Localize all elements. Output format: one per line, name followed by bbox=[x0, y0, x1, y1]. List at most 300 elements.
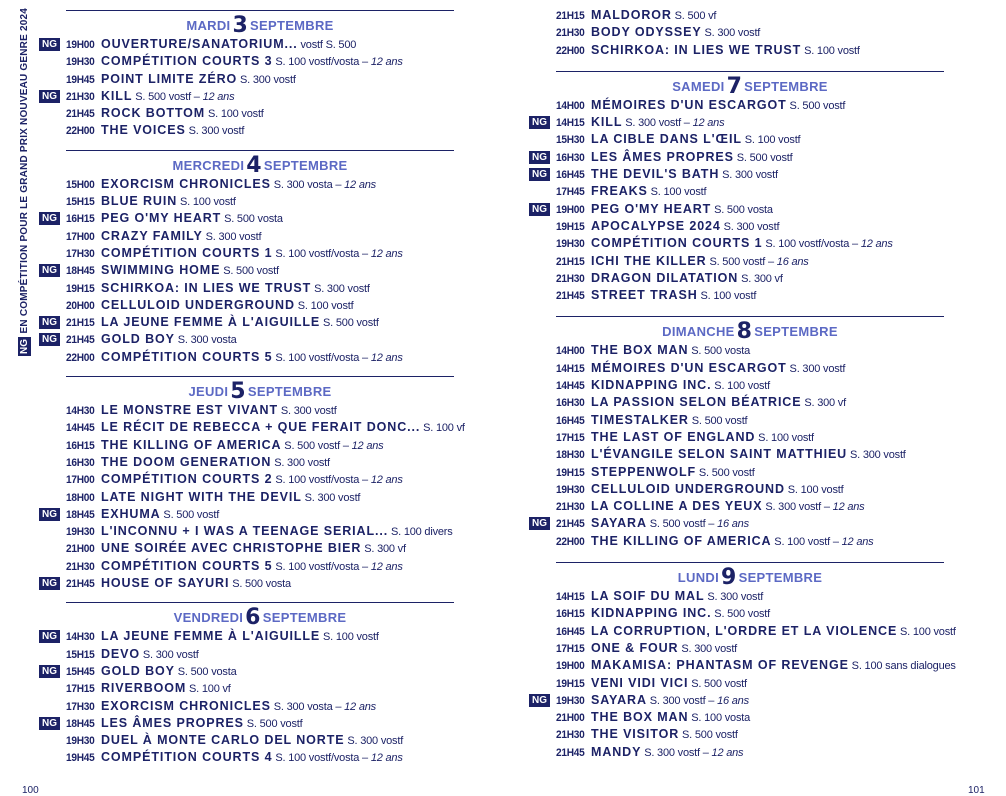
screening-info: S. 100 vf bbox=[186, 683, 231, 696]
screening-info: S. 500 vosta bbox=[688, 345, 751, 358]
day-section bbox=[38, 376, 465, 592]
screening-row bbox=[38, 663, 454, 680]
screening-time: 19H15 bbox=[556, 220, 585, 233]
film-title: GOLD BOY bbox=[101, 663, 175, 678]
ng-badge: NG bbox=[39, 90, 60, 103]
screening-row bbox=[38, 176, 454, 193]
ng-badge: NG bbox=[39, 316, 60, 329]
screening-info: S. 500 vostf bbox=[688, 677, 747, 690]
day-number: 3 bbox=[232, 13, 249, 38]
ng-badge: NG bbox=[39, 212, 60, 225]
screening-row bbox=[38, 732, 454, 749]
screening-row bbox=[528, 446, 944, 463]
screening-time: 16H30 bbox=[556, 151, 585, 164]
film-title: THE DOOM GENERATION bbox=[101, 454, 272, 469]
age-rating: 12 ans bbox=[711, 746, 744, 759]
film-title: MAKAMISA: PHANTASM OF REVENGE bbox=[591, 658, 849, 673]
age-rating: 12 ans bbox=[370, 56, 403, 69]
age-rating: 16 ans bbox=[776, 255, 809, 268]
screening-time: 19H30 bbox=[556, 483, 585, 496]
film-title: BODY ODYSSEY bbox=[591, 25, 702, 40]
screening-info: S. 100 vostf/vosta – bbox=[272, 752, 371, 765]
screening-row bbox=[38, 749, 454, 766]
screening-info: S. 100 vostf bbox=[647, 186, 707, 199]
screening-row bbox=[528, 114, 944, 131]
screening-info: S. 500 vostf bbox=[696, 466, 755, 479]
screening-info: S. 100 vostf/vosta – bbox=[272, 351, 371, 364]
ng-badge: NG bbox=[39, 665, 60, 678]
film-title: DRAGON DILATATION bbox=[591, 270, 739, 285]
screening-row bbox=[528, 253, 944, 270]
screening-info: S. 500 vostf – bbox=[281, 439, 352, 452]
screening-time: 19H45 bbox=[66, 752, 95, 765]
screening-info: S. 500 vosta bbox=[174, 665, 237, 678]
screening-info: S. 500 vostf bbox=[320, 317, 379, 330]
ng-badge: NG bbox=[39, 264, 60, 277]
film-title: TIMESTALKER bbox=[591, 412, 689, 427]
day-header bbox=[556, 316, 944, 345]
screening-info: S. 300 vf bbox=[738, 272, 783, 285]
screening-row bbox=[528, 588, 944, 605]
screening-info: S. 300 vostf – bbox=[622, 117, 693, 130]
film-title: EXHUMA bbox=[101, 506, 161, 521]
screening-time: 21H45 bbox=[66, 108, 95, 121]
screening-row bbox=[528, 481, 944, 498]
screening-time: 21H45 bbox=[556, 290, 585, 303]
day-header bbox=[66, 376, 454, 405]
screening-row bbox=[38, 489, 454, 506]
day-name: SAMEDI bbox=[672, 78, 725, 94]
screening-info: S. 500 vostf bbox=[688, 414, 748, 427]
age-rating: 12 ans bbox=[202, 90, 235, 103]
day-header bbox=[66, 10, 454, 38]
screening-row bbox=[38, 506, 454, 523]
screening-info: S. 300 vostf bbox=[311, 282, 370, 295]
film-title: LA CORRUPTION, L'ORDRE ET LA VIOLENCE bbox=[591, 623, 898, 638]
day-section bbox=[38, 150, 454, 366]
screening-info: vostf S. 500 bbox=[297, 39, 357, 51]
screening-row bbox=[528, 97, 944, 114]
screening-row bbox=[528, 709, 944, 726]
screening-info: S. 300 vostf bbox=[786, 362, 846, 375]
screening-time: 19H30 bbox=[66, 735, 95, 748]
film-title: CELLULOID UNDERGROUND bbox=[591, 481, 785, 496]
screening-time: 19H15 bbox=[556, 677, 585, 690]
screening-info: S. 500 vosta bbox=[711, 203, 773, 216]
age-rating: 16 ans bbox=[717, 518, 749, 531]
screening-row bbox=[38, 628, 454, 645]
ng-badge: NG bbox=[39, 508, 60, 521]
screening-row bbox=[528, 640, 944, 657]
screening-time: 16H15 bbox=[66, 213, 95, 226]
day-month: SEPTEMBRE bbox=[250, 18, 334, 33]
screening-time: 21H00 bbox=[66, 543, 95, 556]
screening-row bbox=[38, 228, 454, 245]
screening-row bbox=[528, 7, 944, 24]
screening-info: S. 100 vostf bbox=[177, 196, 236, 209]
screening-info: S. 300 vostf bbox=[185, 125, 245, 138]
screening-time: 21H30 bbox=[66, 560, 95, 573]
day-number: 9 bbox=[721, 565, 737, 591]
screening-info: S. 100 vostf bbox=[294, 299, 354, 312]
age-rating: 16 ans bbox=[717, 694, 749, 707]
screening-time: 21H00 bbox=[556, 712, 585, 725]
film-title: LES ÂMES PROPRES bbox=[591, 149, 734, 164]
film-title: SWIMMING HOME bbox=[101, 263, 221, 278]
screening-time: 20H00 bbox=[66, 299, 95, 312]
screening-info: S. 300 vostf bbox=[704, 591, 764, 604]
screening-row bbox=[528, 464, 944, 481]
film-title: LE MONSTRE EST VIVANT bbox=[101, 403, 279, 418]
screening-info: S. 100 vf bbox=[420, 422, 465, 435]
screening-row bbox=[38, 88, 454, 105]
screening-row bbox=[38, 193, 454, 210]
screening-row bbox=[38, 297, 454, 314]
screening-time: 14H15 bbox=[556, 591, 585, 604]
legend-text: EN COMPÉTITION POUR LE GRAND PRIX NOUVEAU GENRE 2024 bbox=[18, 8, 30, 334]
screening-info: S. 300 vosta – bbox=[270, 178, 345, 191]
screening-info: S. 300 vostf bbox=[719, 169, 778, 182]
screening-info: S. 300 vostf bbox=[301, 491, 361, 504]
screening-time: 14H00 bbox=[556, 99, 585, 112]
age-rating: 12 ans bbox=[841, 535, 874, 548]
film-title: DEVO bbox=[101, 646, 141, 661]
screening-row bbox=[528, 412, 944, 429]
film-title: LATE NIGHT WITH THE DEVIL bbox=[101, 489, 302, 504]
screening-row bbox=[528, 657, 956, 674]
screening-row bbox=[38, 314, 454, 331]
screening-time: 21H45 bbox=[66, 578, 95, 591]
day-number: 5 bbox=[230, 379, 246, 405]
schedule-column-left bbox=[38, 10, 465, 767]
screening-time: 17H15 bbox=[66, 683, 95, 696]
screening-time: 19H30 bbox=[66, 56, 95, 69]
screening-time: 19H15 bbox=[556, 466, 585, 479]
screening-time: 21H15 bbox=[556, 10, 585, 22]
film-title: LES ÂMES PROPRES bbox=[101, 715, 244, 730]
screening-time: 16H30 bbox=[556, 397, 585, 410]
screening-time: 19H15 bbox=[66, 282, 95, 295]
film-title: ICHI THE KILLER bbox=[591, 253, 707, 268]
screening-time: 19H00 bbox=[556, 203, 585, 216]
screening-info: S. 300 vostf bbox=[278, 405, 337, 418]
screening-info: S. 100 vostf/vosta – bbox=[272, 474, 371, 487]
screening-info: S. 500 vostf bbox=[733, 151, 793, 164]
screening-time: 22H00 bbox=[556, 44, 585, 57]
screening-info: S. 100 vostf bbox=[205, 108, 264, 121]
film-title: COMPÉTITION COURTS 2 bbox=[101, 472, 273, 487]
age-rating: 12 ans bbox=[344, 700, 376, 713]
screening-info: S. 500 vostf – bbox=[706, 255, 777, 268]
day-section bbox=[528, 71, 944, 305]
day-month: SEPTEMBRE bbox=[247, 384, 332, 400]
film-title: THE DEVIL'S BATH bbox=[591, 167, 720, 182]
film-title: KILL bbox=[101, 88, 133, 103]
film-title: LA JEUNE FEMME À L'AIGUILLE bbox=[101, 315, 321, 330]
screening-row bbox=[528, 342, 944, 359]
film-title: MALDOROR bbox=[591, 8, 672, 22]
screening-time: 19H30 bbox=[556, 694, 585, 707]
screening-info: S. 500 vostf bbox=[679, 729, 738, 742]
screening-time: 17H45 bbox=[556, 186, 585, 199]
screening-row bbox=[528, 394, 944, 411]
film-title: EXORCISM CHRONICLES bbox=[101, 698, 271, 713]
film-title: KIDNAPPING INC. bbox=[591, 378, 712, 393]
screening-time: 21H30 bbox=[556, 501, 585, 514]
film-title: DUEL À MONTE CARLO DEL NORTE bbox=[101, 733, 345, 748]
film-title: MÉMOIRES D'UN ESCARGOT bbox=[591, 360, 787, 375]
age-rating: 12 ans bbox=[832, 501, 865, 514]
screening-row bbox=[38, 471, 454, 488]
film-title: APOCALYPSE 2024 bbox=[591, 218, 721, 233]
film-title: STREET TRASH bbox=[591, 288, 698, 303]
film-title: LA SOIF DU MAL bbox=[591, 589, 705, 604]
age-rating: 12 ans bbox=[370, 560, 403, 573]
film-title: LE RÉCIT DE REBECCA + QUE FERAIT DONC... bbox=[101, 420, 421, 435]
film-title: ONE & FOUR bbox=[591, 640, 679, 655]
screening-time: 19H30 bbox=[556, 238, 585, 251]
screening-row bbox=[528, 623, 956, 640]
film-title: LA PASSION SELON BÉATRICE bbox=[591, 395, 802, 410]
day-name: VENDREDI bbox=[173, 610, 244, 626]
screening-time: 17H00 bbox=[66, 474, 95, 487]
screening-info: S. 100 vostf bbox=[897, 625, 956, 638]
film-title: COMPÉTITION COURTS 5 bbox=[101, 558, 273, 573]
film-title: STEPPENWOLF bbox=[591, 464, 697, 479]
screening-info: S. 100 vostf bbox=[711, 380, 770, 393]
screening-row bbox=[528, 692, 944, 709]
age-rating: 12 ans bbox=[370, 351, 403, 364]
screening-info: S. 300 vosta – bbox=[270, 700, 345, 713]
screening-row bbox=[38, 331, 454, 348]
screening-info: S. 300 vostf bbox=[847, 449, 906, 462]
screening-row bbox=[528, 166, 944, 183]
ng-badge: NG bbox=[39, 630, 60, 643]
screening-time: 19H45 bbox=[66, 73, 95, 86]
screening-time: 16H15 bbox=[556, 608, 585, 621]
screening-row bbox=[528, 183, 944, 200]
screening-row bbox=[528, 235, 944, 252]
day-section bbox=[38, 602, 454, 766]
film-title: UNE SOIRÉE AVEC CHRISTOPHE BIER bbox=[101, 541, 362, 556]
screening-row bbox=[38, 245, 454, 262]
page-number-left: 100 bbox=[22, 785, 39, 796]
day-number: 8 bbox=[736, 319, 753, 345]
ng-badge: NG bbox=[39, 333, 60, 346]
day-month: SEPTEMBRE bbox=[263, 157, 348, 173]
screening-time: 17H00 bbox=[66, 230, 95, 243]
screening-row bbox=[528, 360, 944, 377]
screening-time: 16H30 bbox=[66, 456, 95, 469]
screening-info: S. 500 vf bbox=[671, 10, 717, 22]
film-title: L'INCONNU + I WAS A TEENAGE SERIAL... bbox=[101, 524, 389, 539]
screening-row bbox=[528, 42, 944, 59]
film-title: COMPÉTITION COURTS 3 bbox=[101, 54, 273, 69]
screening-time: 15H00 bbox=[66, 178, 95, 191]
screening-row bbox=[38, 122, 454, 139]
screening-row bbox=[38, 698, 454, 715]
day-month: SEPTEMBRE bbox=[744, 78, 828, 94]
film-title: VENI VIDI VICI bbox=[591, 675, 689, 690]
screening-time: 18H45 bbox=[66, 717, 95, 730]
screening-row bbox=[38, 280, 454, 297]
film-title: THE BOX MAN bbox=[591, 710, 689, 725]
screening-time: 17H15 bbox=[556, 642, 585, 655]
screening-time: 21H30 bbox=[66, 90, 95, 103]
ng-badge: NG bbox=[529, 168, 550, 181]
screening-time: 18H45 bbox=[66, 508, 95, 521]
screening-time: 14H15 bbox=[556, 362, 585, 375]
screening-time: 18H45 bbox=[66, 265, 95, 278]
screening-info: S. 300 vostf – bbox=[646, 694, 718, 707]
film-title: LA COLLINE A DES YEUX bbox=[591, 499, 763, 514]
day-name: DIMANCHE bbox=[662, 324, 735, 340]
screening-time: 16H45 bbox=[556, 625, 585, 638]
screening-time: 14H00 bbox=[556, 345, 585, 358]
film-title: THE KILLING OF AMERICA bbox=[101, 437, 282, 452]
film-title: COMPÉTITION COURTS 1 bbox=[591, 236, 763, 251]
screening-info: S. 500 vostf – bbox=[646, 518, 718, 531]
screening-time: 21H30 bbox=[556, 27, 585, 40]
screening-info: S. 500 vostf bbox=[711, 608, 770, 621]
age-rating: 12 ans bbox=[351, 439, 384, 452]
day-number: 6 bbox=[245, 605, 261, 631]
screening-row bbox=[528, 218, 944, 235]
screening-time: 21H45 bbox=[556, 746, 585, 759]
day-header bbox=[556, 562, 944, 591]
day-header bbox=[66, 602, 454, 631]
screening-time: 15H15 bbox=[66, 648, 95, 661]
film-title: FREAKS bbox=[591, 184, 648, 199]
screening-info: S. 500 vostf – bbox=[132, 90, 203, 103]
screening-info: S. 100 vostf bbox=[320, 631, 379, 644]
screening-info: S. 300 vostf bbox=[140, 648, 199, 661]
age-rating: 12 ans bbox=[370, 474, 403, 487]
ng-badge: NG bbox=[529, 151, 550, 164]
ng-badge: NG bbox=[39, 38, 60, 51]
age-rating: 12 ans bbox=[692, 117, 725, 130]
screening-time: 16H45 bbox=[556, 169, 585, 182]
screening-info: S. 300 vostf bbox=[678, 642, 738, 655]
screening-row bbox=[38, 437, 454, 454]
ng-badge: NG bbox=[529, 517, 550, 530]
film-title: COMPÉTITION COURTS 1 bbox=[101, 245, 273, 260]
screening-info: S. 100 vostf/vosta – bbox=[272, 56, 371, 69]
screening-time: 21H30 bbox=[556, 729, 585, 742]
film-title: CELLULOID UNDERGROUND bbox=[101, 297, 295, 312]
day-month: SEPTEMBRE bbox=[738, 570, 823, 586]
screening-info: S. 100 vostf/vosta – bbox=[272, 560, 371, 573]
screening-info: S. 300 vostf bbox=[720, 220, 780, 233]
film-title: ROCK BOTTOM bbox=[101, 106, 206, 121]
screening-time: 16H45 bbox=[556, 414, 585, 427]
screening-row bbox=[528, 24, 944, 41]
screening-time: 17H30 bbox=[66, 247, 95, 260]
screening-row bbox=[38, 454, 454, 471]
film-title: EXORCISM CHRONICLES bbox=[101, 176, 271, 191]
ng-badge: NG bbox=[39, 577, 60, 590]
screening-info: S. 300 vostf bbox=[271, 456, 330, 469]
day-name: LUNDI bbox=[677, 570, 719, 586]
screening-row bbox=[528, 605, 944, 622]
screening-info: S. 500 vosta bbox=[229, 578, 291, 591]
day-name: JEUDI bbox=[188, 384, 229, 400]
screening-info: S. 300 vf bbox=[801, 397, 846, 410]
screening-info: S. 100 vostf/vosta – bbox=[272, 247, 371, 260]
schedule-column-right bbox=[528, 7, 956, 761]
film-title: MANDY bbox=[591, 744, 642, 759]
film-title: PEG O'MY HEART bbox=[101, 211, 222, 226]
screening-row bbox=[528, 533, 944, 550]
screening-time: 19H00 bbox=[556, 660, 585, 673]
screening-row bbox=[38, 575, 454, 592]
screening-time: 22H00 bbox=[556, 535, 585, 548]
age-rating: 12 ans bbox=[370, 247, 403, 260]
film-title: KILL bbox=[591, 115, 623, 130]
screening-time: 15H30 bbox=[556, 134, 585, 147]
screening-time: 22H00 bbox=[66, 125, 95, 138]
screening-info: S. 300 vostf – bbox=[762, 501, 833, 514]
screening-time: 21H30 bbox=[556, 272, 585, 285]
screening-row bbox=[38, 646, 454, 663]
screening-row bbox=[528, 131, 944, 148]
film-title: THE VISITOR bbox=[591, 727, 680, 742]
screening-time: 18H30 bbox=[556, 449, 585, 462]
screening-row bbox=[528, 149, 944, 166]
screening-row bbox=[38, 105, 454, 122]
screening-row bbox=[528, 675, 944, 692]
screening-info: S. 300 vf bbox=[361, 543, 406, 556]
screening-time: 15H45 bbox=[66, 665, 95, 678]
screening-info: S. 300 vostf bbox=[344, 735, 404, 748]
day-section bbox=[528, 562, 956, 761]
screening-row bbox=[38, 715, 454, 732]
screening-row bbox=[38, 523, 454, 540]
screening-row bbox=[38, 36, 454, 53]
screening-info: S. 100 vostf/vosta – bbox=[762, 238, 861, 251]
film-title: COMPÉTITION COURTS 4 bbox=[101, 750, 273, 765]
film-title: PEG O'MY HEART bbox=[591, 201, 712, 216]
film-title: SCHIRKOA: IN LIES WE TRUST bbox=[101, 280, 312, 295]
screening-info: S. 500 vosta bbox=[221, 213, 283, 226]
screening-row bbox=[528, 201, 944, 218]
film-title: CRAZY FAMILY bbox=[101, 228, 203, 243]
screening-row bbox=[528, 744, 944, 761]
day-month: SEPTEMBRE bbox=[754, 324, 838, 340]
screening-row bbox=[38, 210, 454, 227]
screening-info: S. 100 vostf bbox=[755, 431, 814, 444]
film-title: MÉMOIRES D'UN ESCARGOT bbox=[591, 97, 787, 112]
film-title: THE VOICES bbox=[101, 123, 186, 138]
screening-time: 22H00 bbox=[66, 351, 95, 364]
screening-info: S. 500 vostf bbox=[160, 508, 220, 521]
screening-row bbox=[528, 515, 944, 532]
screening-time: 19H30 bbox=[66, 526, 95, 539]
screening-time: 14H45 bbox=[66, 422, 95, 435]
screening-info: S. 300 vostf – bbox=[641, 746, 712, 759]
screening-row bbox=[528, 377, 944, 394]
page-number-right: 101 bbox=[968, 785, 985, 796]
ng-badge: NG bbox=[529, 116, 550, 129]
day-month: SEPTEMBRE bbox=[262, 610, 347, 626]
film-title: POINT LIMITE ZÉRO bbox=[101, 71, 238, 86]
screening-time: 21H15 bbox=[66, 317, 95, 330]
screening-row bbox=[38, 402, 454, 419]
screening-info: S. 100 vostf – bbox=[771, 535, 842, 548]
film-title: HOUSE OF SAYURI bbox=[101, 576, 230, 591]
screening-info: S. 300 vosta bbox=[174, 334, 237, 347]
sidebar-legend bbox=[14, 8, 34, 355]
